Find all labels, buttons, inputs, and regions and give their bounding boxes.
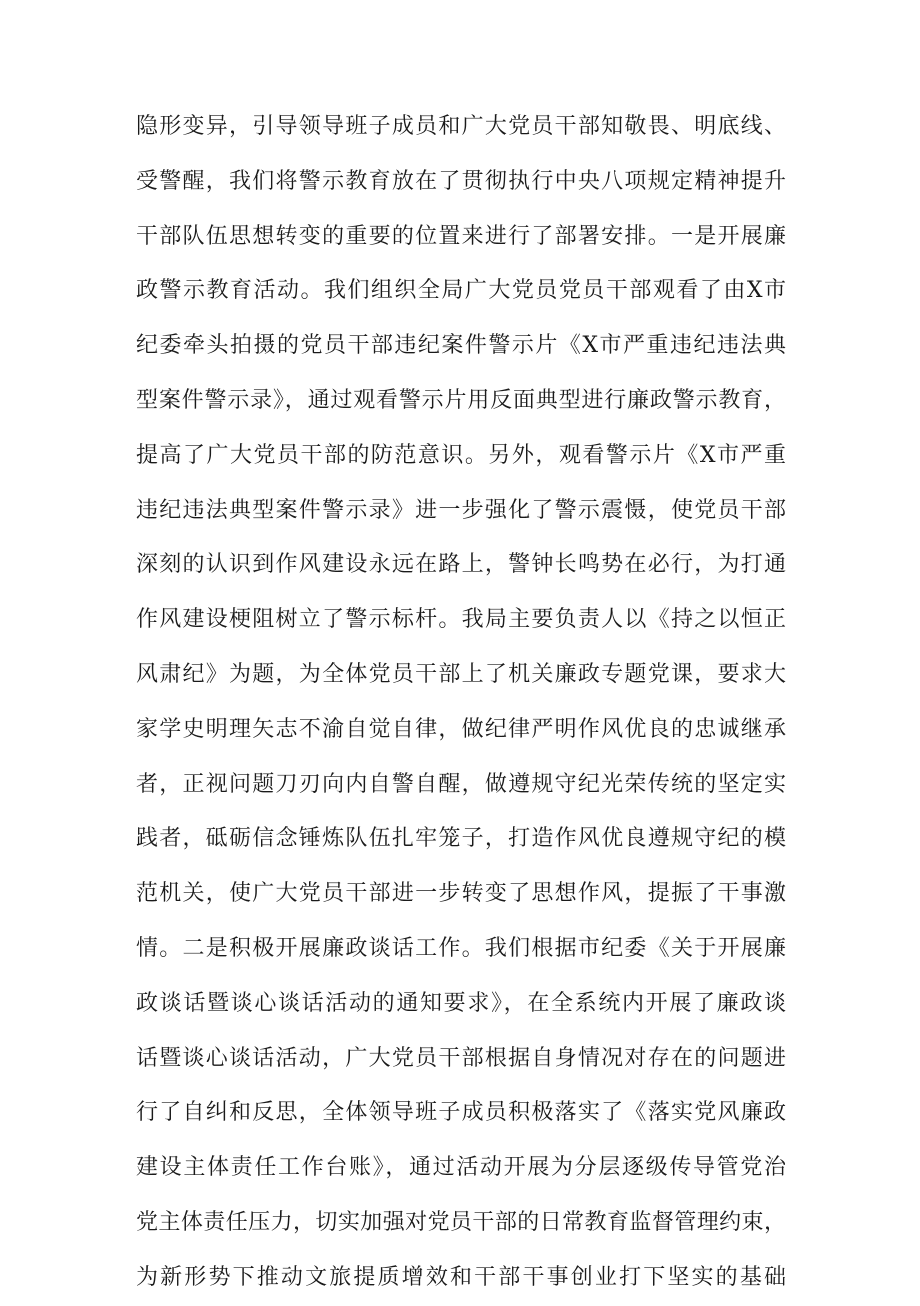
text-line-20: 建设主体责任工作台账》，通过活动开展为分层逐级传导管党治: [136, 1155, 786, 1181]
text-line-4: 政警示教育活动。我们组织全局广大党员党员干部观看了由X市: [136, 278, 786, 304]
text-line-10: 作风建设梗阻树立了警示标杆。我局主要负责人以《持之以恒正: [136, 607, 786, 633]
text-line-14: 践者，砥砺信念锤炼队伍扎牢笼子，打造作风优良遵规守纪的模: [136, 826, 786, 852]
text-line-3: 干部队伍思想转变的重要的位置来进行了部署安排。一是开展廉: [136, 223, 786, 249]
text-line-7: 提高了广大党员干部的防范意识。另外，观看警示片《X市严重: [136, 442, 786, 468]
text-line-15: 范机关，使广大党员干部进一步转变了思想作风，提振了干事激: [136, 881, 786, 907]
text-line-1: 隐形变异，引导领导班子成员和广大党员干部知敬畏、明底线、: [136, 114, 786, 139]
text-line-16: 情。二是积极开展廉政谈话工作。我们根据市纪委《关于开展廉: [136, 935, 786, 961]
body-text: [136, 100, 786, 1306]
text-line-9: 深刻的认识到作风建设永远在路上，警钟长鸣势在必行，为打通: [136, 552, 786, 578]
text-line-19: 行了自纠和反思，全体领导班子成员积极落实了《落实党风廉政: [136, 1100, 786, 1126]
text-line-6: 型案件警示录》，通过观看警示片用反面典型进行廉政警示教育，: [136, 387, 786, 413]
text-line-11: 风肃纪》为题，为全体党员干部上了机关廉政专题党课，要求大: [136, 661, 786, 687]
text-line-8: 违纪违法典型案件警示录》进一步强化了警示震慑，使党员干部: [136, 497, 786, 523]
text-line-18: 话暨谈心谈话活动，广大党员干部根据自身情况对存在的问题进: [136, 1045, 786, 1071]
text-line-13: 者，正视问题刀刃向内自警自醒，做遵规守纪光荣传统的坚定实: [136, 771, 786, 797]
text-line-17: 政谈话暨谈心谈话活动的通知要求》，在全系统内开展了廉政谈: [136, 990, 786, 1016]
text-line-12: 家学史明理矢志不渝自觉自律，做纪律严明作风优良的忠诚继承: [136, 716, 786, 742]
text-line-21: 党主体责任压力，切实加强对党员干部的日常教育监督管理约束，: [136, 1209, 786, 1235]
text-line-5: 纪委牵头拍摄的党员干部违纪案件警示片《X市严重违纪违法典: [136, 333, 786, 359]
text-line-2: 受警醒，我们将警示教育放在了贯彻执行中央八项规定精神提升: [136, 168, 786, 194]
text-line-22: 为新形势下推动文旅提质增效和干部干事创业打下坚实的基础: [136, 1264, 786, 1290]
